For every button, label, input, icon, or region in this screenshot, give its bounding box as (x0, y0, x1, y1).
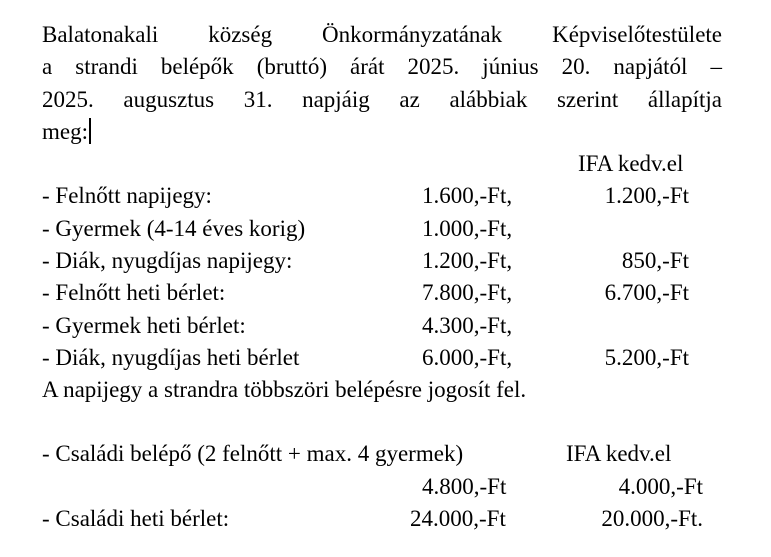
family-weekly-label: - Családi heti bérlet: (42, 506, 230, 531)
price-value-adult-day: 1.600,-Ft, (422, 183, 513, 208)
family-ifa-header: IFA kedv.el (566, 441, 672, 466)
price-label-child: - Gyermek (4-14 éves korig) (42, 216, 306, 241)
price-label-adult-day: - Felnőtt napijegy: (42, 183, 212, 208)
intro-line-4-text: meg: (42, 119, 88, 144)
family-weekly-price: 24.000,-Ft (410, 506, 506, 531)
ifa-value-adult-week: 6.700,-Ft (604, 280, 689, 305)
price-label-student-day: - Diák, nyugdíjas napijegy: (42, 248, 293, 273)
price-value-child: 1.000,-Ft, (422, 216, 513, 241)
price-label-child-week: - Gyermek heti bérlet: (42, 313, 246, 338)
family-weekly-ifa-price: 20.000,-Ft. (601, 506, 703, 531)
intro-line-4[interactable] (42, 116, 722, 147)
price-value-student-day: 1.200,-Ft, (422, 248, 513, 273)
price-value-child-week: 4.300,-Ft, (422, 313, 513, 338)
family-label: - Családi belépő (2 felnőtt + max. 4 gyermek) (42, 441, 464, 466)
note-line: A napijegy a strandra többszöri belépésre jogosít fel. (42, 377, 527, 402)
ifa-value-student-day: 850,-Ft (621, 248, 689, 273)
text-cursor (89, 118, 91, 144)
ifa-value-adult-day: 1.200,-Ft (604, 183, 689, 208)
price-label-adult-week: - Felnőtt heti bérlet: (42, 280, 226, 305)
ifa-value-student-week: 5.200,-Ft (604, 345, 689, 370)
ifa-header: IFA kedv.el (578, 151, 684, 176)
intro-line-1: Balatonakali község Önkormányzatának Képviselőtestülete (42, 22, 722, 47)
price-label-student-week: - Diák, nyugdíjas heti bérlet (42, 345, 300, 370)
family-price: 4.800,-Ft (422, 474, 507, 499)
price-value-student-week: 6.000,-Ft, (422, 345, 513, 370)
intro-line-2: a strandi belépők (bruttó) árát 2025. június 20. napjától – (42, 54, 722, 79)
intro-line-3: 2025. augusztus 31. napjáig az alábbiak szerint állapítja (42, 87, 722, 112)
family-ifa-price: 4.000,-Ft (618, 474, 703, 499)
price-value-adult-week: 7.800,-Ft, (422, 280, 513, 305)
